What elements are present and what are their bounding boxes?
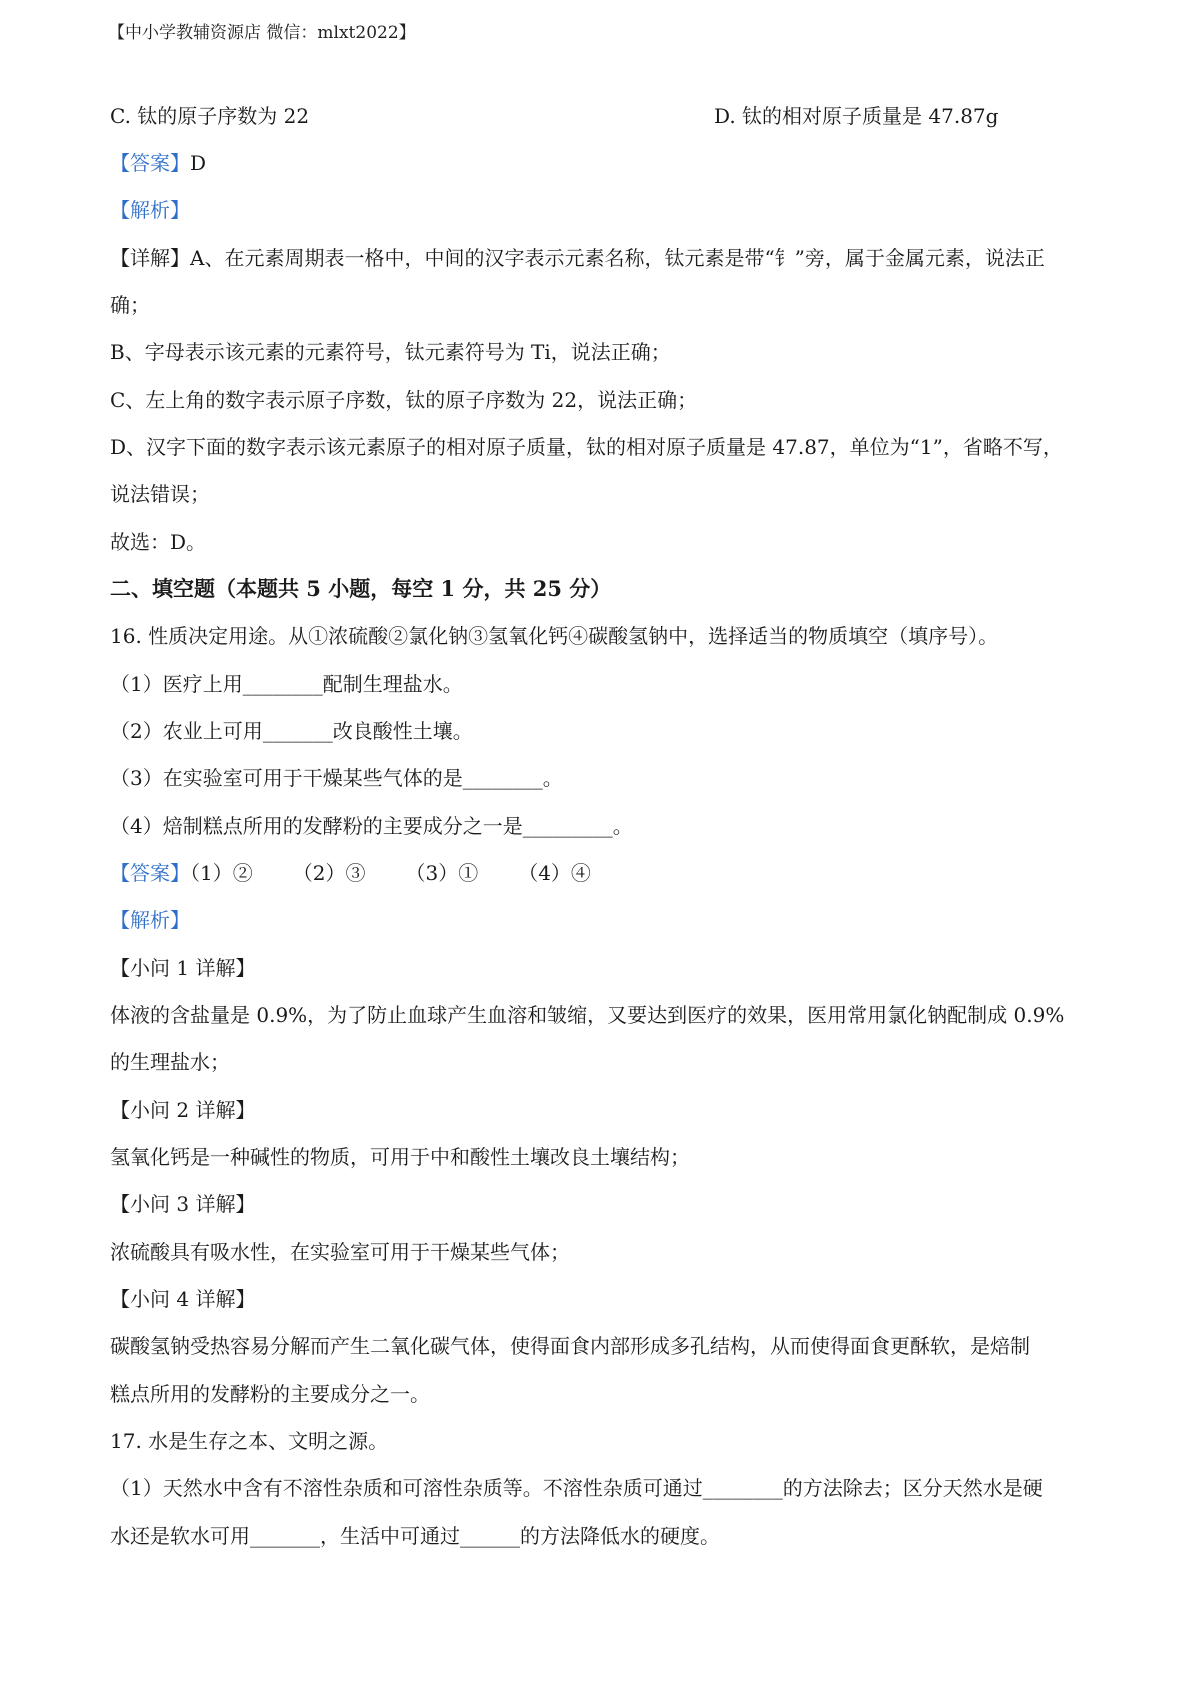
option-d: D. 钛的相对原子质量是 47.87g: [714, 104, 999, 128]
q16-part-3: （3）在实验室可用于干燥某些气体的是________。: [110, 766, 563, 790]
sub1-line2: 的生理盐水；: [110, 1050, 230, 1074]
sub2-line1: 氢氧化钙是一种碱性的物质，可用于中和酸性土壤改良土壤结构；: [110, 1145, 690, 1169]
sub3-title: 【小问 3 详解】: [110, 1192, 256, 1216]
answer-tag: 【答案】: [110, 861, 190, 885]
answer-tag: 【答案】: [110, 151, 190, 175]
sub4-title: 【小问 4 详解】: [110, 1287, 256, 1311]
sub2-title: 【小问 2 详解】: [110, 1098, 256, 1122]
answer-value: D: [190, 151, 207, 175]
q16-part-2: （2）农业上可用_______改良酸性土壤。: [110, 719, 473, 743]
q16-part-4: （4）焙制糕点所用的发酵粉的主要成分之一是_________。: [110, 814, 633, 838]
sub1-title: 【小问 1 详解】: [110, 956, 256, 980]
options-row: [110, 104, 999, 128]
q16-part-1: （1）医疗上用________配制生理盐水。: [110, 672, 463, 696]
answer-1: （1）②: [190, 861, 253, 885]
q15-answer: [110, 151, 206, 175]
q15-detail-c: C、左上角的数字表示原子序数，钛的原子序数为 22，说法正确；: [110, 388, 698, 412]
section-title: 二、填空题（本题共 5 小题，每空 1 分，共 25 分）: [110, 576, 612, 601]
sub3-line1: 浓硫酸具有吸水性，在实验室可用于干燥某些气体；: [110, 1240, 570, 1264]
q15-detail-a2: 确；: [110, 293, 150, 317]
answer-4: （4）④: [518, 861, 591, 885]
q15-detail-a1: 【详解】A、在元素周期表一格中，中间的汉字表示元素名称，钛元素是带“钅”旁，属于金属元素，说法正: [110, 246, 1045, 270]
q15-analysis-tag: 【解析】: [110, 198, 190, 222]
q17-stem: 17. 水是生存之本、文明之源。: [110, 1429, 389, 1453]
sub4-line1: 碳酸氢钠受热容易分解而产生二氧化碳气体，使得面食内部形成多孔结构，从而使得面食更酥软，是焙制: [110, 1334, 1030, 1358]
q15-detail-b: B、字母表示该元素的元素符号，钛元素符号为 Ti，说法正确；: [110, 340, 671, 364]
sub1-line1: 体液的含盐量是 0.9%，为了防止血球产生血溶和皱缩，又要达到医疗的效果，医用常用氯化钠配制成 0.9%: [110, 1003, 1065, 1027]
sub4-line2: 糕点所用的发酵粉的主要成分之一。: [110, 1382, 430, 1406]
answer-3: （3）①: [405, 861, 479, 885]
q16-stem: 16. 性质决定用途。从①浓硫酸②氯化钠③氢氧化钙④碳酸氢钠中，选择适当的物质填空（填序号）。: [110, 624, 999, 648]
q17-part1-line2: 水还是软水可用_______，生活中可通过______的方法降低水的硬度。: [110, 1524, 720, 1548]
watermark: 【中小学教辅资源店 微信：mlxt2022】: [108, 23, 416, 43]
q16-analysis-tag: 【解析】: [110, 908, 190, 932]
q16-answer: [110, 861, 591, 885]
q15-detail-d2: 说法错误；: [110, 482, 210, 506]
q17-part1-line1: （1）天然水中含有不溶性杂质和可溶性杂质等。不溶性杂质可通过________的方法除去；区分天然水是硬: [110, 1476, 1043, 1500]
option-c: C. 钛的原子序数为 22: [110, 104, 310, 128]
q15-choose: 故选：D。: [110, 530, 207, 554]
q15-detail-d1: D、汉字下面的数字表示该元素原子的相对原子质量，钛的相对原子质量是 47.87，单位为“1”，省略不写，: [110, 435, 1063, 459]
answer-2: （2）③: [292, 861, 366, 885]
